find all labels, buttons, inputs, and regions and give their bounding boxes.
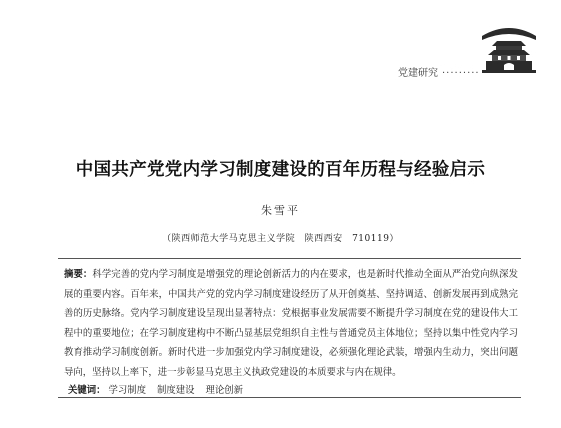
abstract-label: 摘要： [64,269,93,280]
journal-section-tag [398,64,480,79]
author-affiliation: （陕西师范大学马克思主义学院 陕西西安 710119） [162,234,399,244]
header-dots: ········· [442,68,480,79]
article-title: 中国共产党党内学习制度建设的百年历程与经验启示 [75,160,486,180]
keyword-item: 制度建设 [157,385,195,396]
keyword-item: 理论创新 [205,385,244,396]
abstract-body: 科学完善的党内学习制度是增强党的理论创新活力的内在要求，也是新时代推动全面从严治党向纵深发展的重要内容。百年来，中国共产党的党内学习制度建设经历了从开创奠基、坚持调适、创新发展再到成熟完善的历史脉络。党内学习制度建设呈现出显著特点：党根据事业发展需要不断提升学习制度在党的建设伟大工程中的重要地位；在学习制度建构中不断凸显基层党组织自主性与普通党员主体地位；坚持以集中性党内学习教育推动学习制度创新。新时代进一步加强党内学习制度建设，必须强化理论武装，增强内生动力，突出问题导向，坚持以上率下，进一步彰显马克思主义执政党建设的本质要求与内在规律。 [64,269,518,378]
abstract-section [58,258,521,398]
keywords-label: 关键词： [68,385,106,396]
section-name: 党建研究 [398,68,438,79]
abstract-paragraph [64,265,518,383]
tiananmen-logo-icon [480,26,538,76]
keywords-row [68,382,251,396]
author-name: 朱雪平 [261,204,300,217]
keyword-item: 学习制度 [108,385,147,396]
